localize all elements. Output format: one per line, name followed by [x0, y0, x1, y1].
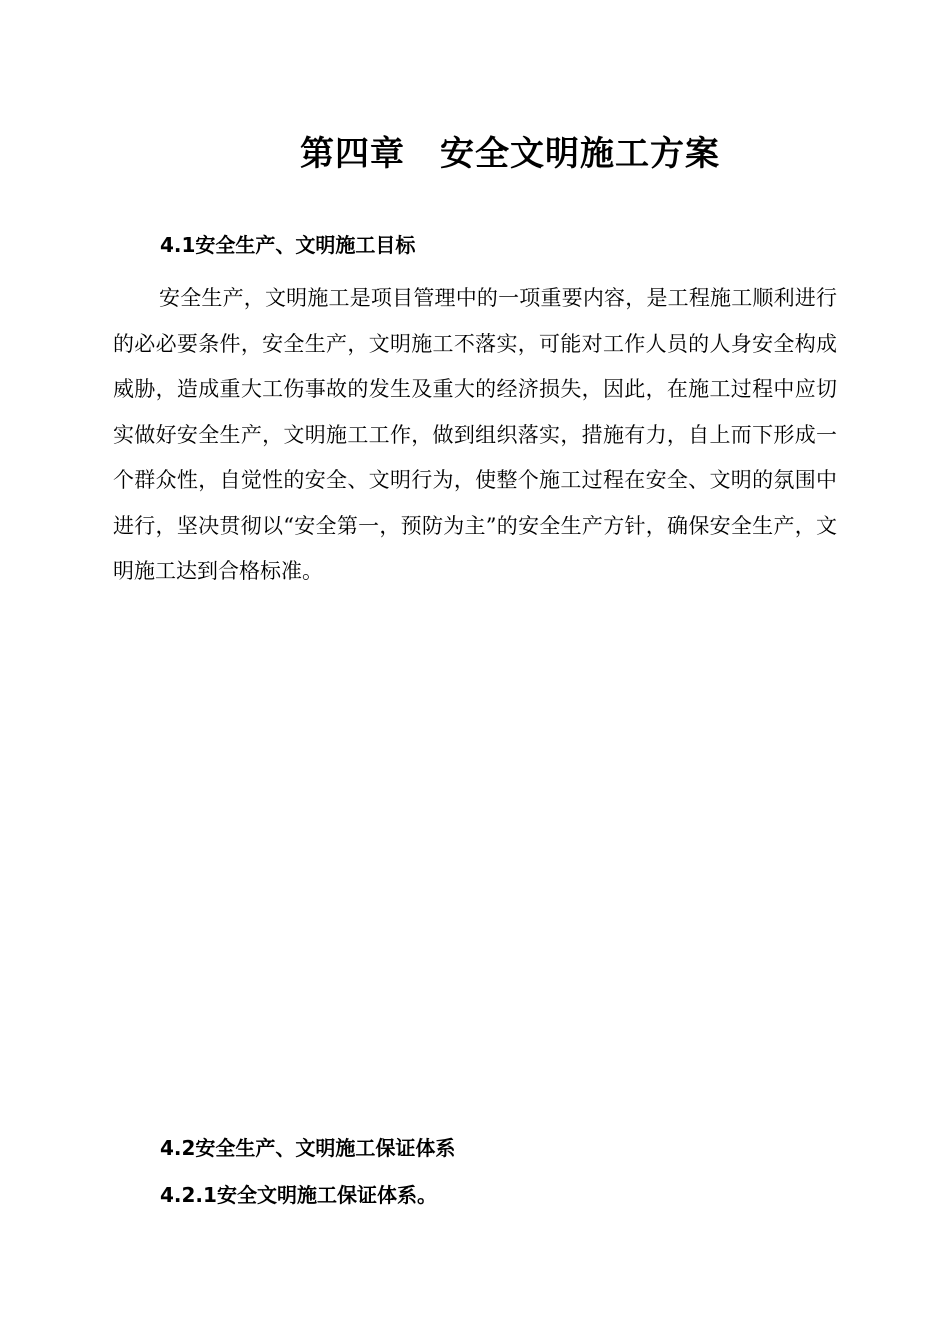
- chapter-title: 第四章 安全文明施工方案: [300, 134, 720, 174]
- section-paragraph-4-1: 安全生产，文明施工是项目管理中的一项重要内容，是工程施工顺利进行的必必要条件，安全生产，文明施工不落实，可能对工作人员的人身安全构成威胁，造成重大工伤事故的发生及重大的经济损失，因此，在施工过程中应切实做好安全生产，文明施工工作，做到组织落实，措施有力，自上而下形成一个群众性，自觉性的安全、文明行为，使整个施工过程在安全、文明的氛围中进行，坚决贯彻以“安全第一，预防为主”的安全生产方针，确保安全生产，文明施工达到合格标准。: [113, 286, 837, 583]
- section-heading-4-2: 4.2安全生产、文明施工保证体系: [160, 1136, 456, 1160]
- section-heading-4-2-1: 4.2.1安全文明施工保证体系。: [160, 1183, 437, 1207]
- section-heading-4-1: 4.1安全生产、文明施工目标: [160, 233, 416, 257]
